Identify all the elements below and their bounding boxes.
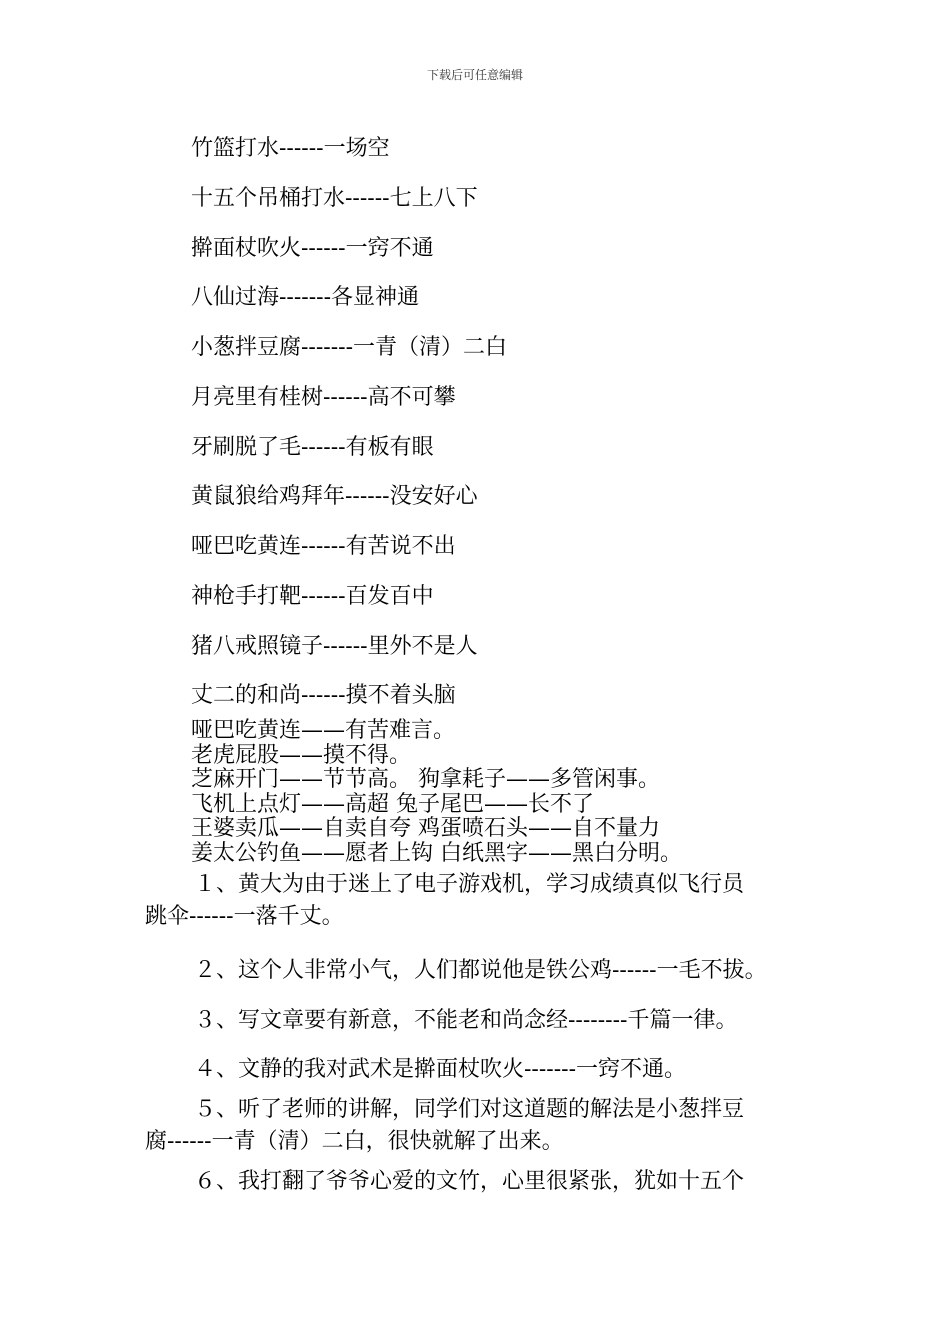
example-line-continued: 腐------一青（清）二白，很快就解了出来。 <box>145 1129 564 1154</box>
compact-line: 姜太公钓鱼——愿者上钩 白纸黑字——黑白分明。 <box>191 840 682 866</box>
compact-line: 王婆卖瓜——自卖自夸 鸡蛋喷石头——自不量力 <box>191 816 660 841</box>
example-paragraph <box>145 1097 810 1155</box>
idiom-line: 哑巴吃黄连------有苦说不出 <box>191 534 456 559</box>
example-paragraph <box>145 1169 810 1195</box>
compact-line: 老虎屁股——摸不得。 <box>191 742 412 768</box>
example-line-continued: 跳伞------一落千丈。 <box>145 904 344 929</box>
example-paragraph <box>145 1057 810 1083</box>
idiom-line: 八仙过海-------各显神通 <box>191 285 420 310</box>
idiom-line: 丈二的和尚------摸不着头脑 <box>191 683 456 708</box>
compact-line: 哑巴吃黄连——有苦难言。 <box>191 718 456 743</box>
idiom-line: 小葱拌豆腐-------一青（清）二白 <box>191 335 508 360</box>
compact-line: 芝麻开门——节节高。 狗拿耗子——多管闲事。 <box>191 767 660 792</box>
page-header: 下载后可任意编辑 <box>426 68 523 82</box>
example-line: ５、听了老师的讲解，同学们对这道题的解法是小葱拌豆 <box>194 1097 745 1122</box>
compact-idiom-block <box>191 719 682 866</box>
idiom-line: 牙刷脱了毛------有板有眼 <box>191 435 434 460</box>
example-line: ６、我打翻了爷爷心爱的文竹，心里很紧张，犹如十五个 <box>194 1169 745 1194</box>
example-paragraph <box>145 1008 810 1034</box>
example-line: ２、这个人非常小气，人们都说他是铁公鸡------一毛不拔。 <box>194 958 767 983</box>
idiom-line: 黄鼠狼给鸡拜年------没安好心 <box>191 484 478 509</box>
example-paragraph <box>145 872 810 930</box>
example-line: ３、写文章要有新意，不能老和尚念经--------千篇一律。 <box>194 1008 738 1033</box>
idiom-line: 擀面杖吹火------一窍不通 <box>191 236 434 261</box>
idiom-line: 猪八戒照镜子------里外不是人 <box>191 634 478 659</box>
example-line: ４、文静的我对武术是擀面杖吹火-------一窍不通。 <box>194 1057 687 1082</box>
idiom-line: 竹篮打水------一场空 <box>191 136 390 161</box>
idiom-line: 月亮里有桂树------高不可攀 <box>191 385 456 410</box>
compact-line: 飞机上点灯——高超 兔子尾巴——长不了 <box>191 791 594 817</box>
example-paragraph <box>145 958 810 984</box>
example-line: １、黄大为由于迷上了电子游戏机，学习成绩真似飞行员 <box>194 872 745 897</box>
idiom-line: 十五个吊桶打水------七上八下 <box>191 186 478 211</box>
idiom-line: 神枪手打靶------百发百中 <box>191 584 434 609</box>
